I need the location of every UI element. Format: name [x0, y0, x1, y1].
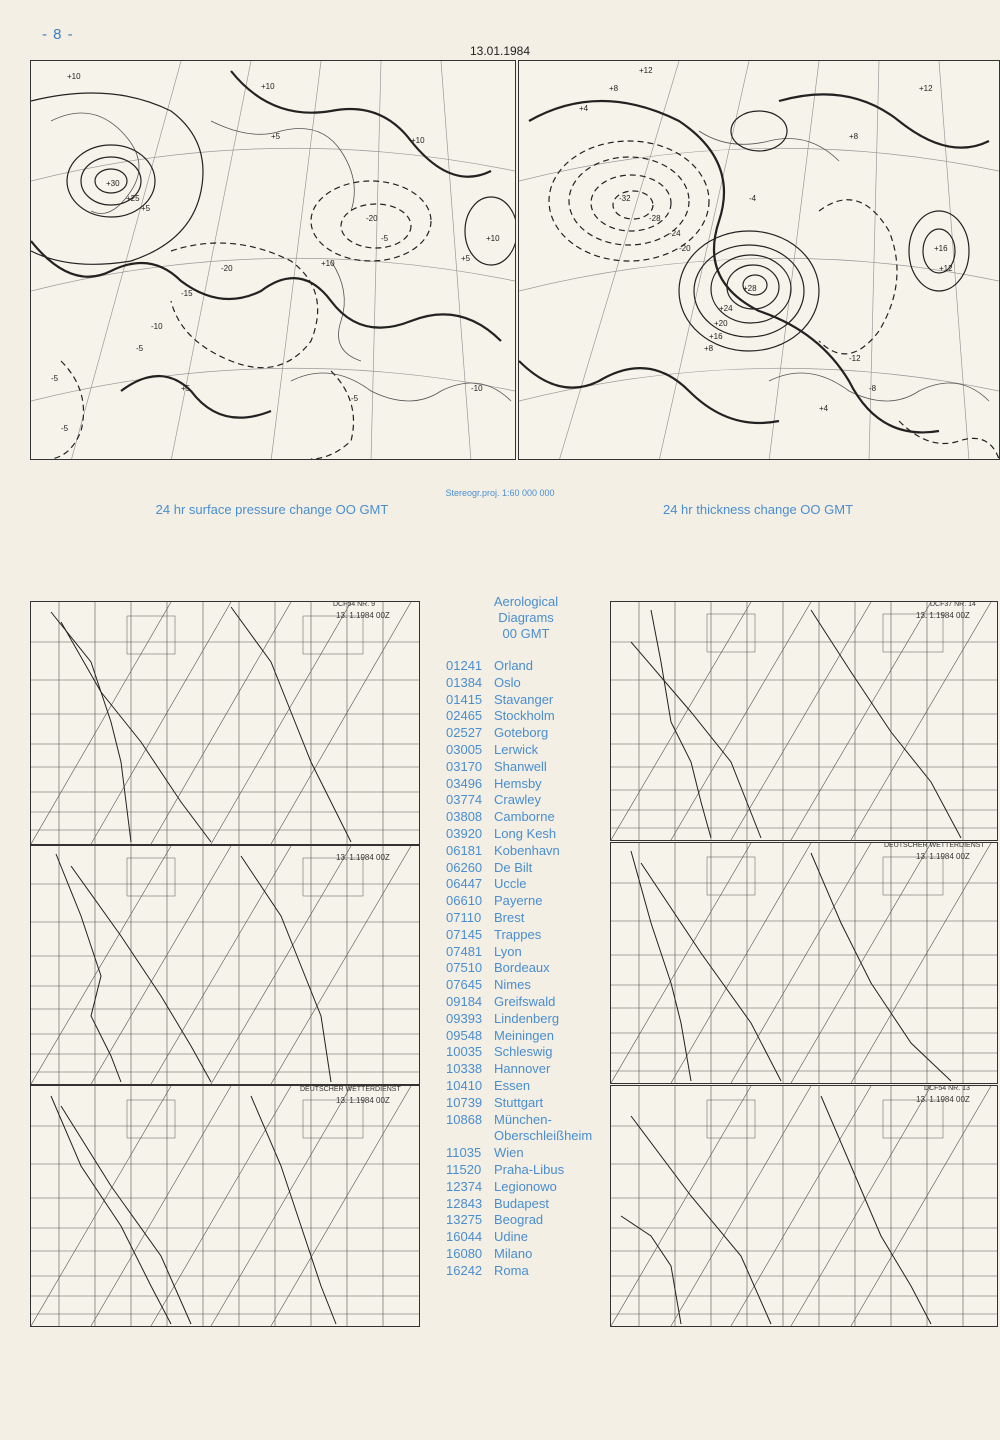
legend-title-line: Aerological — [493, 594, 559, 609]
station-name: Shanwell — [494, 758, 547, 774]
station-code: 01241 — [446, 658, 483, 673]
station-name: Essen — [494, 1077, 531, 1093]
svg-text:+8: +8 — [704, 344, 714, 353]
station-code: 10868 — [446, 1111, 483, 1127]
station-name: Roma — [494, 1262, 529, 1278]
station-row — [446, 910, 606, 927]
station-code: 03496 — [446, 775, 483, 791]
station-name: Oslo — [494, 674, 521, 690]
station-row — [446, 843, 606, 860]
diagram-date-stamp: 13. 1.1984 00Z — [336, 611, 390, 620]
station-code: 09393 — [446, 1010, 483, 1026]
station-name: Brest — [494, 909, 525, 925]
station-code: 10035 — [446, 1044, 483, 1060]
diagram-header: DCF54 NR. 13 — [924, 1085, 970, 1092]
station-row — [446, 1229, 606, 1246]
station-code: 02465 — [446, 708, 483, 724]
projection-label: Stereogr.proj. 1:60 000 000 — [445, 488, 555, 498]
svg-text:+12: +12 — [939, 264, 953, 273]
svg-text:-10: -10 — [151, 322, 163, 331]
station-row — [446, 675, 606, 692]
svg-text:+16: +16 — [709, 332, 723, 341]
svg-text:-28: -28 — [649, 214, 661, 223]
station-row — [446, 809, 606, 826]
station-code: 06181 — [446, 842, 483, 858]
station-name: Lyon — [494, 943, 522, 959]
station-row — [446, 860, 606, 877]
station-name: Greifswald — [494, 993, 556, 1009]
diagram-date-stamp: 13. 1.1984 00Z — [336, 1096, 390, 1105]
diagram-grid — [611, 843, 997, 1083]
aerological-diagram — [610, 601, 998, 841]
station-code: 12843 — [446, 1195, 483, 1211]
svg-text:-24: -24 — [669, 229, 681, 238]
diagram-date-stamp: 13. 1.1984 00Z — [336, 853, 390, 862]
surface-pressure-change-map — [30, 60, 516, 460]
station-row — [446, 1044, 606, 1061]
svg-text:+5: +5 — [181, 384, 191, 393]
station-code: 07145 — [446, 926, 483, 942]
svg-text:+10: +10 — [321, 259, 335, 268]
station-row — [446, 1162, 606, 1179]
station-row — [446, 826, 606, 843]
thickness-change-map — [518, 60, 1000, 460]
legend-title-line: Diagrams — [498, 610, 554, 625]
station-name: Kobenhavn — [494, 842, 560, 858]
aerological-diagram — [30, 845, 420, 1085]
station-code: 07645 — [446, 977, 483, 993]
station-name: Crawley — [494, 792, 541, 808]
svg-text:+12: +12 — [639, 66, 653, 75]
station-code: 10338 — [446, 1061, 483, 1077]
station-row — [446, 792, 606, 809]
svg-text:+5: +5 — [271, 132, 281, 141]
station-name: Trappes — [494, 926, 542, 942]
station-name: Beograd — [494, 1212, 544, 1228]
station-name: München- — [494, 1111, 552, 1127]
legend-title-line: 00 GMT — [502, 626, 550, 641]
svg-text:+12: +12 — [919, 84, 933, 93]
station-row — [446, 1061, 606, 1078]
station-name: Long Kesh — [494, 825, 557, 841]
station-name: Praha-Libus — [494, 1161, 565, 1177]
station-code: 11035 — [446, 1145, 482, 1161]
station-row — [446, 1246, 606, 1263]
station-name: Payerne — [494, 893, 543, 909]
station-name: Milano — [494, 1245, 533, 1261]
svg-text:+28: +28 — [743, 284, 757, 293]
svg-text:+8: +8 — [849, 132, 859, 141]
station-row — [446, 1196, 606, 1213]
svg-text:-10: -10 — [471, 384, 483, 393]
station-name: Stockholm — [494, 708, 555, 724]
station-row — [446, 1078, 606, 1095]
station-name: Wien — [494, 1145, 524, 1161]
svg-text:-5: -5 — [351, 394, 359, 403]
station-row — [446, 1011, 606, 1028]
station-name: Budapest — [494, 1195, 549, 1211]
station-row — [446, 742, 606, 759]
thickness-isoline-drawing — [519, 61, 999, 459]
svg-text:-15: -15 — [181, 289, 193, 298]
station-row — [446, 1112, 606, 1129]
station-row — [446, 994, 606, 1011]
station-name: Bordeaux — [494, 960, 550, 976]
station-row — [446, 776, 606, 793]
station-code — [446, 1128, 494, 1145]
station-name: Lerwick — [494, 741, 539, 757]
station-row — [446, 944, 606, 961]
station-row — [446, 658, 606, 675]
station-list — [446, 658, 606, 1279]
right-map-caption: 24 hr thickness change OO GMT — [662, 502, 854, 517]
svg-text:-32: -32 — [619, 194, 631, 203]
station-code: 06260 — [446, 859, 483, 875]
station-code: 01415 — [446, 691, 483, 707]
diagram-header: DCF37 NR. 14 — [930, 601, 976, 608]
station-code: 09184 — [446, 993, 483, 1009]
station-code: 07510 — [446, 960, 483, 976]
station-name: Oberschleißheim — [494, 1128, 593, 1144]
station-code: 07110 — [446, 909, 482, 925]
station-code: 06610 — [446, 893, 483, 909]
station-code: 03808 — [446, 809, 483, 825]
station-code: 10739 — [446, 1094, 483, 1110]
station-row — [446, 876, 606, 893]
station-name: Legionowo — [494, 1178, 557, 1194]
svg-text:+4: +4 — [819, 404, 829, 413]
station-code: 02527 — [446, 725, 483, 741]
page-date: 13.01.1984 — [469, 44, 531, 58]
station-row — [446, 708, 606, 725]
station-name: Schleswig — [494, 1044, 553, 1060]
station-name: Uccle — [494, 876, 527, 892]
station-name: Camborne — [494, 809, 555, 825]
left-map-caption: 24 hr surface pressure change OO GMT — [155, 502, 389, 517]
legend-title — [446, 594, 606, 642]
svg-text:-5: -5 — [51, 374, 59, 383]
svg-text:-4: -4 — [749, 194, 757, 203]
aerological-diagram — [30, 601, 420, 845]
station-name: De Bilt — [494, 859, 533, 875]
station-row — [446, 692, 606, 709]
diagram-grid — [611, 602, 997, 840]
station-code: 03774 — [446, 792, 483, 808]
station-code: 07481 — [446, 943, 483, 959]
station-row — [446, 1212, 606, 1229]
station-code: 01384 — [446, 674, 483, 690]
station-code: 09548 — [446, 1027, 483, 1043]
svg-text:+25: +25 — [126, 194, 140, 203]
svg-text:-5: -5 — [136, 344, 144, 353]
svg-text:+10: +10 — [411, 136, 425, 145]
station-code: 11520 — [446, 1161, 482, 1177]
diagram-header: DEUTSCHER WETTERDIENST — [884, 842, 985, 849]
svg-text:-8: -8 — [869, 384, 877, 393]
page-number: - 8 - — [42, 26, 74, 43]
station-name: Goteborg — [494, 725, 549, 741]
station-row — [446, 725, 606, 742]
station-name: Lindenberg — [494, 1010, 560, 1026]
station-code: 16242 — [446, 1262, 483, 1278]
svg-text:+10: +10 — [261, 82, 275, 91]
diagram-grid — [31, 1086, 419, 1326]
station-name: Nimes — [494, 977, 531, 993]
station-row — [446, 977, 606, 994]
station-code: 16044 — [446, 1229, 483, 1245]
station-code: 13275 — [446, 1212, 483, 1228]
svg-text:-12: -12 — [849, 354, 861, 363]
station-code: 12374 — [446, 1178, 483, 1194]
station-code: 03170 — [446, 758, 483, 774]
svg-text:-20: -20 — [221, 264, 233, 273]
svg-text:+8: +8 — [609, 84, 619, 93]
aerological-diagram — [610, 1085, 998, 1327]
station-row — [446, 1179, 606, 1196]
station-row — [446, 960, 606, 977]
diagram-grid — [611, 1086, 997, 1326]
station-row — [446, 1128, 606, 1145]
svg-text:+5: +5 — [141, 204, 151, 213]
station-code: 03920 — [446, 825, 483, 841]
station-name: Stavanger — [494, 691, 554, 707]
svg-text:+10: +10 — [486, 234, 500, 243]
station-row — [446, 759, 606, 776]
aerological-diagram — [30, 1085, 420, 1327]
station-row — [446, 1095, 606, 1112]
svg-text:+10: +10 — [67, 72, 81, 81]
station-code: 06447 — [446, 876, 483, 892]
station-row — [446, 1263, 606, 1280]
diagram-header: DCF54 NR. 9 — [333, 601, 376, 608]
station-code: 16080 — [446, 1245, 483, 1261]
svg-text:+4: +4 — [579, 104, 589, 113]
diagram-grid — [31, 602, 419, 844]
svg-text:+30: +30 — [106, 179, 120, 188]
svg-text:-20: -20 — [679, 244, 691, 253]
station-name: Orland — [494, 658, 534, 673]
svg-text:+5: +5 — [461, 254, 471, 263]
station-name: Hemsby — [494, 775, 542, 791]
svg-text:-20: -20 — [366, 214, 378, 223]
station-code: 03005 — [446, 741, 483, 757]
diagram-date-stamp: 13. 1.1984 00Z — [916, 1095, 970, 1104]
aerological-diagram — [610, 842, 998, 1084]
station-row — [446, 1145, 606, 1162]
station-row — [446, 893, 606, 910]
diagram-grid — [31, 846, 419, 1084]
station-code: 10410 — [446, 1077, 483, 1093]
station-row — [446, 927, 606, 944]
station-name: Udine — [494, 1229, 528, 1245]
diagram-date-stamp: 13. 1.1984 00Z — [916, 852, 970, 861]
diagram-date-stamp: 13. 1.1984 00Z — [916, 611, 970, 620]
station-name: Meiningen — [494, 1027, 554, 1043]
diagram-header: DEUTSCHER WETTERDIENST — [300, 1086, 401, 1093]
svg-text:-5: -5 — [61, 424, 69, 433]
svg-text:+20: +20 — [714, 319, 728, 328]
svg-text:+24: +24 — [719, 304, 733, 313]
station-name: Stuttgart — [494, 1094, 544, 1110]
svg-text:-5: -5 — [381, 234, 389, 243]
station-name: Hannover — [494, 1061, 551, 1077]
station-row — [446, 1028, 606, 1045]
aerological-legend — [446, 594, 606, 1279]
svg-text:+16: +16 — [934, 244, 948, 253]
pressure-isoline-drawing — [31, 61, 515, 459]
